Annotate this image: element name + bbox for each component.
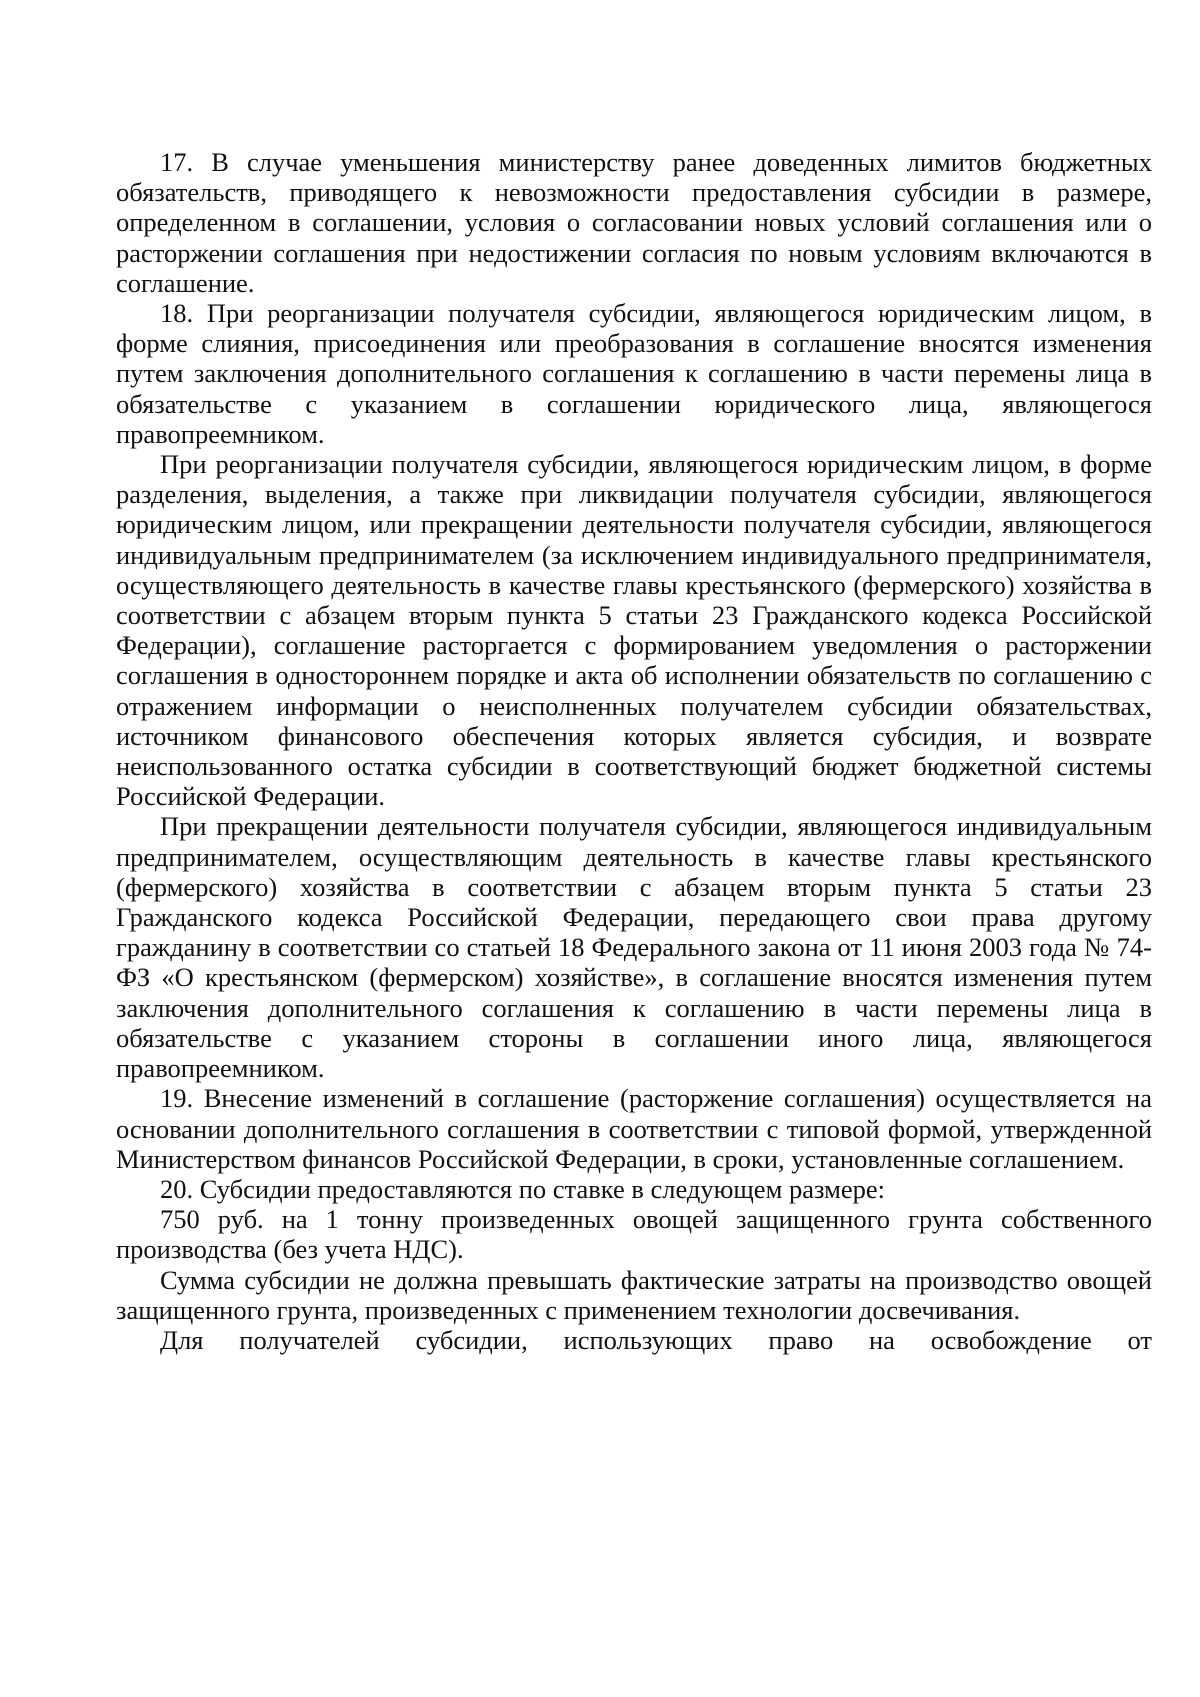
paragraph-18: 18. При реорганизации получателя субсидии, являющегося юридическим лицом, в форме слияния, присоединения или преобразования в соглашение вносятся изменения путем заключения дополнительного соглашения к соглашению в части перемены лица в обязательстве с указанием в соглашении юридического лица, являющегося правопреемником. (116, 298, 1152, 449)
paragraph-17: 17. В случае уменьшения министерству ранее доведенных лимитов бюджетных обязательств, приводящего к невозможности предоставления субсидии в размере, определенном в соглашении, условия о согласовании новых условий соглашения или о расторжении соглашения при недостижении согласия по новым условиям включаются в соглашение. (116, 147, 1152, 298)
paragraph-20-vat: Для получателей субсидии, использующих право на освобождение от (160, 1324, 1152, 1355)
paragraph-18-reorganization: При реорганизации получателя субсидии, являющегося юридическим лицом, в форме разделения, выделения, а также при ликвидации получателя субсидии, являющегося юридическим лицом, или прекращении деятельности получателя субсидии, являющегося индивидуальным предпринимателем (за исключением индивидуального предпринимателя, осуществляющего деятельность в качестве главы крестьянского (фермерского) хозяйства в соответствии с абзацем вторым пункта 5 статьи 23 Гражданского кодекса Российской Федерации), соглашение расторгается с формированием уведомления о расторжении соглашения в одностороннем порядке и акта об исполнении обязательств по соглашению с отражением информации о неисполненных получателем субсидии обязательствах, источником финансового обеспечения которых является субсидия, и возврате неиспользованного остатка субсидии в соответствующий бюджет бюджетной системы Российской Федерации. (116, 449, 1152, 812)
paragraph-20: 20. Субсидии предоставляются по ставке в следующем размере: (160, 1173, 885, 1204)
paragraph-18-termination: При прекращении деятельности получателя субсидии, являющегося индивидуальным предпринимателем, осуществляющим деятельность в качестве главы крестьянского (фермерского) хозяйства в соответствии с абзацем вторым пункта 5 статьи 23 Гражданского кодекса Российской Федерации, передающего свои права другому гражданину в соответствии со статьей 18 Федерального закона от 11 июня 2003 года № 74-ФЗ «О крестьянском (фермерском) хозяйстве», в соглашение вносятся изменения путем заключения дополнительного соглашения к соглашению в части перемены лица в обязательстве с указанием стороны в соглашении иного лица, являющегося правопреемником. (116, 811, 1152, 1084)
paragraph-20-limit: Сумма субсидии не должна превышать фактические затраты на производство овощей защищенного грунта, произведенных с применением технологии досвечивания. (116, 1264, 1152, 1325)
paragraph-19: 19. Внесение изменений в соглашение (расторжение соглашения) осуществляется на основании дополнительного соглашения в соответствии с типовой формой, утвержденной Министерством финансов Российской Федерации, в сроки, установленные соглашением. (116, 1083, 1152, 1174)
paragraph-20-rate: 750 руб. на 1 тонну произведенных овощей защищенного грунта собственного производства (без учета НДС). (116, 1204, 1152, 1265)
document-body (116, 147, 1152, 1355)
